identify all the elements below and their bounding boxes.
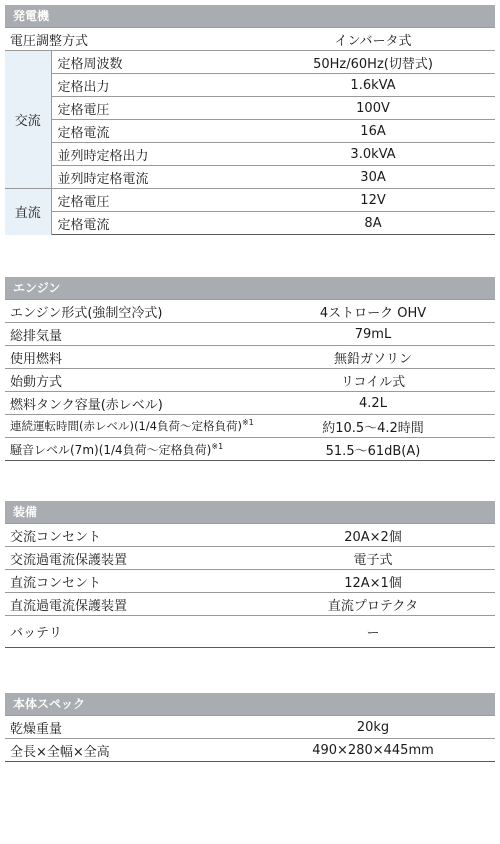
row-label: 並列時定格出力 [51, 143, 251, 166]
table-row [5, 570, 495, 593]
row-label-text: 騒音レベル(7m)(1/4負荷〜定格負荷) [10, 442, 212, 457]
row-label: 定格電流 [51, 120, 251, 143]
table-row [5, 716, 495, 739]
row-label: バッテリ [5, 616, 251, 648]
table-row [5, 166, 495, 189]
row-value: 無鉛ガソリン [251, 346, 495, 369]
row-value: リコイル式 [251, 369, 495, 392]
row-label: 定格周波数 [51, 51, 251, 74]
row-value: 16A [251, 120, 495, 143]
table-row [5, 28, 495, 51]
group-label-dc: 直流 [5, 189, 51, 235]
equipment-section [5, 501, 495, 648]
row-label: 定格電圧 [51, 189, 251, 212]
table-row [5, 524, 495, 547]
row-value: 490×280×445mm [251, 739, 495, 762]
row-label: 乾燥重量 [5, 716, 251, 739]
row-label: エンジン形式(強制空冷式) [5, 300, 251, 323]
table-row [5, 346, 495, 369]
row-value: 50Hz/60Hz(切替式) [251, 51, 495, 74]
row-value: 51.5〜61dB(A) [251, 438, 495, 461]
table-row [5, 369, 495, 392]
row-label: 交流過電流保護装置 [5, 547, 251, 570]
body-spec-section [5, 693, 495, 762]
table-row [5, 438, 495, 461]
row-label: 総排気量 [5, 323, 251, 346]
generator-section [5, 5, 495, 235]
row-label: 定格出力 [51, 74, 251, 97]
row-value: 直流プロテクタ [251, 593, 495, 616]
row-value: 20kg [251, 716, 495, 739]
table-row [5, 74, 495, 97]
table-row [5, 143, 495, 166]
table-row [5, 593, 495, 616]
row-value: 12V [251, 189, 495, 212]
row-value: 79mL [251, 323, 495, 346]
equipment-spec-table [5, 523, 495, 648]
table-row [5, 51, 495, 74]
engine-section [5, 277, 495, 461]
row-value: 電子式 [251, 547, 495, 570]
row-label: 交流コンセント [5, 524, 251, 547]
row-label [5, 438, 251, 461]
row-value: 30A [251, 166, 495, 189]
table-row [5, 323, 495, 346]
row-label: 電圧調整方式 [5, 28, 251, 51]
footnote-mark: ※1 [211, 441, 224, 451]
table-row [5, 120, 495, 143]
generator-spec-table [5, 27, 495, 235]
table-row [5, 616, 495, 648]
row-label: 並列時定格電流 [51, 166, 251, 189]
row-value: インバータ式 [251, 28, 495, 51]
engine-spec-table [5, 299, 495, 461]
row-value: 4.2L [251, 392, 495, 415]
group-label-ac: 交流 [5, 51, 51, 189]
row-value: 1.6kVA [251, 74, 495, 97]
table-row [5, 300, 495, 323]
row-label-text: 連続運転時間(赤レベル)(1/4負荷〜定格負荷) [10, 419, 242, 433]
body-spec-table [5, 715, 495, 762]
table-row [5, 547, 495, 570]
row-value: 100V [251, 97, 495, 120]
section-title-engine: エンジン [5, 277, 495, 299]
table-row [5, 189, 495, 212]
row-label: 全長×全幅×全高 [5, 739, 251, 762]
row-label: 定格電圧 [51, 97, 251, 120]
section-title-body-spec: 本体スペック [5, 693, 495, 715]
table-row [5, 392, 495, 415]
row-label [5, 415, 254, 438]
row-label: 直流コンセント [5, 570, 251, 593]
table-row [5, 212, 495, 235]
row-value: 約10.5〜4.2時間 [251, 415, 495, 438]
row-value: 3.0kVA [251, 143, 495, 166]
table-row [5, 415, 495, 438]
section-title-generator: 発電機 [5, 5, 495, 27]
row-value: 20A×2個 [251, 524, 495, 547]
row-value: 8A [251, 212, 495, 235]
row-value: ー [251, 616, 495, 648]
row-label: 定格電流 [51, 212, 251, 235]
row-label: 使用燃料 [5, 346, 251, 369]
row-value: 4ストローク OHV [251, 300, 495, 323]
row-label: 直流過電流保護装置 [5, 593, 251, 616]
table-row [5, 97, 495, 120]
footnote-mark: ※1 [241, 418, 254, 428]
row-label: 始動方式 [5, 369, 251, 392]
row-value: 12A×1個 [251, 570, 495, 593]
row-label: 燃料タンク容量(赤レベル) [5, 392, 251, 415]
section-title-equipment: 装備 [5, 501, 495, 523]
table-row [5, 739, 495, 762]
